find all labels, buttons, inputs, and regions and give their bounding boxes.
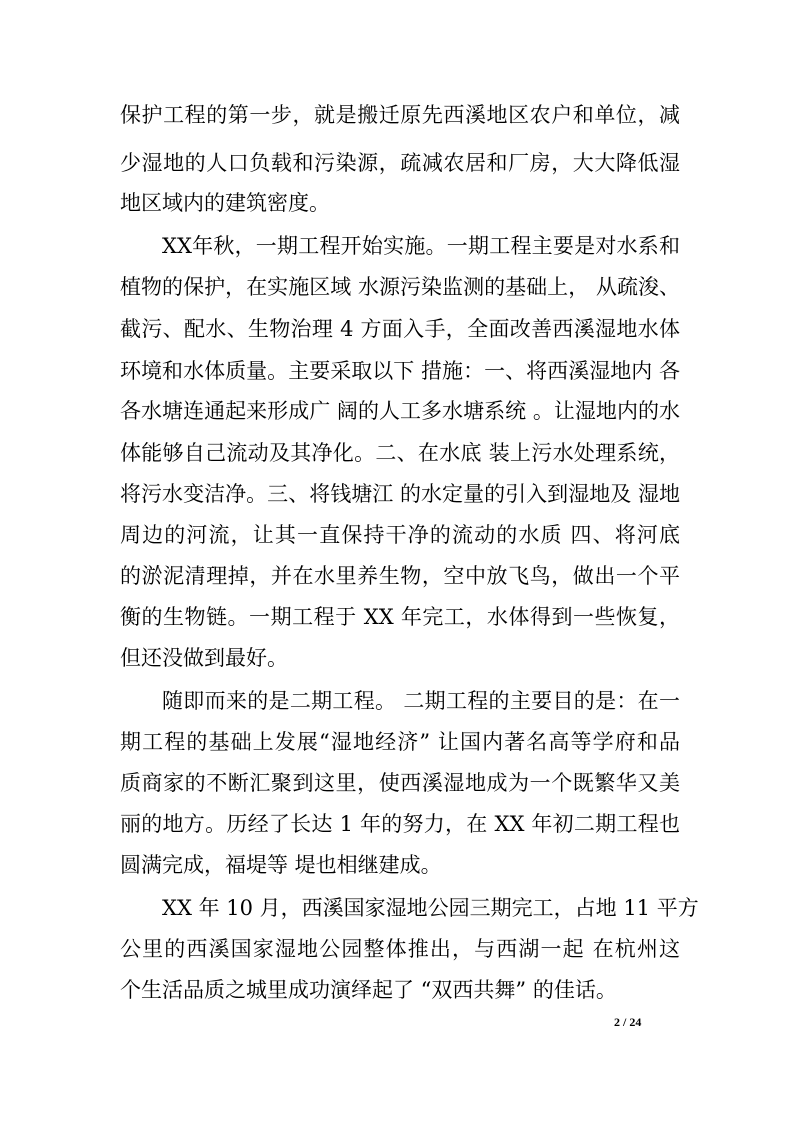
paragraph-2-line-7: 将污水变洁净。三、将钱塘江 的水定量的引入到湿地及 湿地	[120, 482, 680, 506]
page-number: 2 / 24	[614, 1015, 642, 1029]
paragraph-2-line-4: 环境和水体质量。主要采取以下 措施：一、将西溪湿地内 各	[120, 359, 680, 383]
paragraph-4-line-2: 公里的西溪国家湿地公园整体推出，与西湖一起 在杭州这	[120, 937, 680, 961]
paragraph-2-line-1: XX年秋，一期工程开始实施。一期工程主要是对水系和	[162, 234, 680, 258]
paragraph-2-line-10: 衡的生物链。一期工程于 XX 年完工，水体得到一些恢复，	[120, 605, 680, 629]
paragraph-3-line-3: 质商家的不断汇聚到这里，使西溪湿地成为一个既繁华又美	[120, 771, 680, 795]
paragraph-4-line-3: 个生活品质之城里成功演绎起了 “双西共舞” 的佳话。	[120, 978, 617, 1002]
paragraph-1-line-2: 少湿地的人口负载和污染源，疏减农居和厂房，大大降低湿	[120, 151, 680, 175]
paragraph-1-line-1: 保护工程的第一步，就是搬迁原先西溪地区农户和单位，减	[120, 103, 680, 127]
paragraph-2-line-11: 但还没做到最好。	[120, 646, 288, 670]
paragraph-2-line-2: 植物的保护，在实施区域 水源污染监测的基础上， 从疏浚、	[120, 275, 680, 299]
paragraph-3-line-5: 圆满完成，福堤等 堤也相继建成。	[120, 853, 442, 877]
paragraph-3-line-1: 随即而来的是二期工程。 二期工程的主要目的是：在一	[162, 689, 680, 713]
paragraph-2-line-9: 的淤泥清理掉，并在水里养生物，空中放飞鸟，做出一个平	[120, 564, 680, 588]
paragraph-3-line-4: 丽的地方。历经了长达 1 年的努力，在 XX 年初二期工程也	[120, 812, 680, 836]
paragraph-2-line-8: 周边的河流，让其一直保持干净的流动的水质 四、将河底	[120, 523, 680, 547]
paragraph-2-line-3: 截污、配水、生物治理 4 方面入手，全面改善西溪湿地水体	[120, 317, 680, 341]
paragraph-3-line-2: 期工程的基础上发展“湿地经济” 让国内著名高等学府和品	[120, 730, 680, 754]
paragraph-2-line-5: 各水塘连通起来形成广 阔的人工多水塘系统 。让湿地内的水	[120, 399, 680, 423]
paragraph-4-line-1: XX 年 10 月，西溪国家湿地公园三期完工，占地 11 平方	[162, 896, 699, 920]
paragraph-2-line-6: 体能够自己流动及其净化。二、在水底 装上污水处理系统，	[120, 441, 680, 465]
paragraph-1-line-3: 地区域内的建筑密度。	[120, 191, 330, 215]
